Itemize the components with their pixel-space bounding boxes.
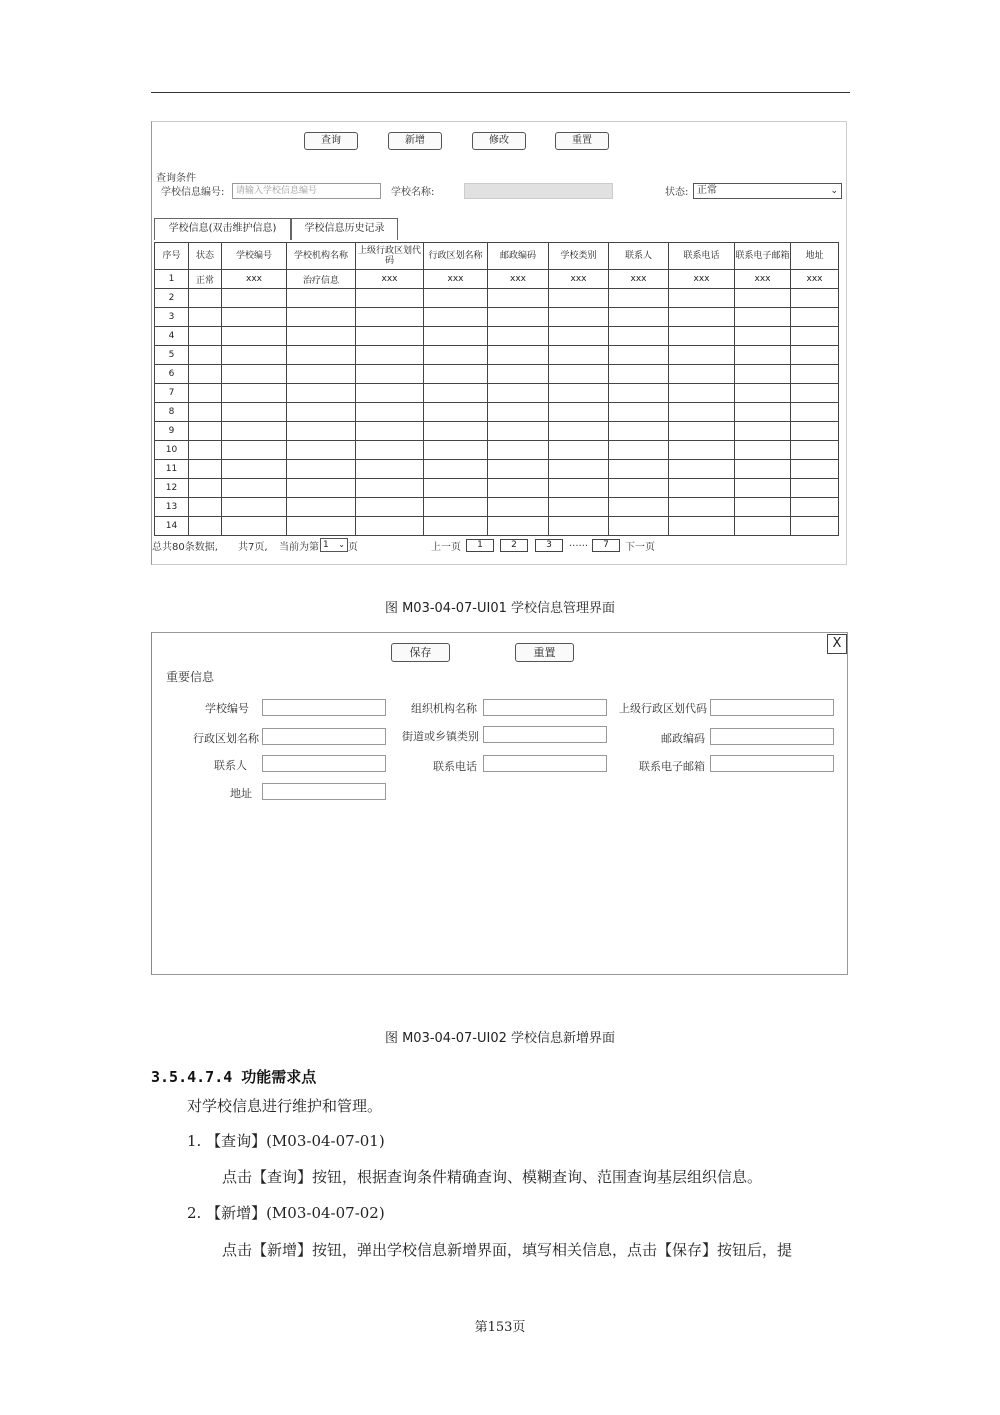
table-row[interactable]	[155, 289, 839, 308]
pager-current-prefix: 当前为第	[279, 542, 319, 553]
table-cell	[189, 384, 222, 403]
close-icon[interactable]: X	[827, 634, 847, 654]
table-cell	[549, 308, 609, 327]
prev-page-link[interactable]: 上一页	[431, 542, 461, 553]
table-cell	[609, 308, 669, 327]
page-number: 第153页	[474, 1320, 526, 1335]
table-cell	[488, 517, 549, 536]
table-cell	[222, 384, 287, 403]
table-cell	[791, 308, 839, 327]
table-row[interactable]	[155, 270, 839, 289]
parent-region-code-label: 上级行政区划代码	[619, 702, 707, 715]
table-row[interactable]	[155, 441, 839, 460]
table-row[interactable]	[155, 422, 839, 441]
table-cell	[222, 498, 287, 517]
column-header: 行政区划名称	[424, 243, 488, 270]
phone-field[interactable]	[483, 755, 607, 772]
item2-title: 2. 【新增】(M03-04-07-02)	[187, 1204, 385, 1222]
table-row[interactable]	[155, 327, 839, 346]
table-cell	[424, 327, 488, 346]
column-header: 学校编号	[222, 243, 287, 270]
table-cell	[791, 365, 839, 384]
table-cell	[549, 346, 609, 365]
school-info-add-dialog	[151, 632, 848, 975]
table-cell	[424, 498, 488, 517]
table-cell	[669, 517, 735, 536]
school-code-label: 学校编号	[205, 702, 249, 715]
table-cell	[791, 517, 839, 536]
table-cell	[424, 517, 488, 536]
table-cell	[287, 346, 356, 365]
page-link[interactable]: 1	[466, 539, 494, 552]
postcode-field[interactable]	[710, 728, 834, 745]
table-cell	[488, 365, 549, 384]
table-cell: 10	[155, 441, 189, 460]
table-cell	[287, 460, 356, 479]
table-cell	[189, 289, 222, 308]
table-cell	[222, 403, 287, 422]
table-cell	[424, 289, 488, 308]
table-cell	[669, 403, 735, 422]
table-cell	[488, 479, 549, 498]
table-cell	[424, 384, 488, 403]
school-code-field[interactable]	[262, 699, 386, 716]
table-cell	[549, 517, 609, 536]
table-cell	[189, 365, 222, 384]
table-cell: 11	[155, 460, 189, 479]
add-button[interactable]: 新增	[388, 132, 442, 150]
column-header: 地址	[791, 243, 839, 270]
reset-button[interactable]: 重置	[555, 132, 609, 150]
table-cell	[549, 384, 609, 403]
table-row[interactable]	[155, 403, 839, 422]
table-cell	[222, 308, 287, 327]
table-cell	[287, 479, 356, 498]
table-cell	[222, 346, 287, 365]
column-header: 邮政编码	[488, 243, 549, 270]
table-cell	[791, 479, 839, 498]
table-cell	[735, 365, 791, 384]
table-cell: xxx	[222, 270, 287, 289]
table-cell	[735, 403, 791, 422]
page-link[interactable]: 3	[535, 539, 563, 552]
table-cell	[669, 308, 735, 327]
item1-text: 点击【查询】按钮，根据查询条件精确查询、模糊查询、范围查询基层组织信息。	[222, 1168, 763, 1186]
table-cell	[287, 327, 356, 346]
table-cell	[609, 384, 669, 403]
table-cell: 1	[155, 270, 189, 289]
table-cell	[356, 365, 424, 384]
table-cell	[287, 308, 356, 327]
table-cell	[791, 289, 839, 308]
reset-button[interactable]: 重置	[515, 643, 574, 662]
intro-text: 对学校信息进行维护和管理。	[187, 1097, 383, 1115]
table-cell: xxx	[791, 270, 839, 289]
column-header: 联系电话	[669, 243, 735, 270]
item1-title: 1. 【查询】(M03-04-07-01)	[187, 1132, 385, 1150]
table-cell	[791, 460, 839, 479]
table-cell	[488, 289, 549, 308]
table-cell: 3	[155, 308, 189, 327]
table-cell	[189, 403, 222, 422]
table-header-row	[155, 243, 839, 270]
table-cell	[189, 498, 222, 517]
table-cell	[791, 327, 839, 346]
table-cell	[609, 327, 669, 346]
table-cell	[424, 479, 488, 498]
table-cell: 正常	[189, 270, 222, 289]
table-cell: xxx	[549, 270, 609, 289]
table-cell: 13	[155, 498, 189, 517]
column-header: 序号	[155, 243, 189, 270]
address-label: 地址	[230, 787, 252, 800]
table-cell: 8	[155, 403, 189, 422]
table-cell	[735, 327, 791, 346]
table-cell	[287, 365, 356, 384]
table-cell	[488, 403, 549, 422]
table-cell	[669, 346, 735, 365]
table-cell	[356, 308, 424, 327]
table-cell	[735, 384, 791, 403]
street-category-field[interactable]	[483, 726, 607, 743]
table-cell	[356, 479, 424, 498]
table-cell	[549, 289, 609, 308]
table-cell: 7	[155, 384, 189, 403]
item2-text: 点击【新增】按钮，弹出学校信息新增界面，填写相关信息，点击【保存】按钮后，提	[222, 1241, 793, 1259]
column-header: 联系电子邮箱	[735, 243, 791, 270]
table-cell	[287, 384, 356, 403]
table-cell	[735, 346, 791, 365]
table-cell	[735, 441, 791, 460]
table-cell	[189, 346, 222, 365]
column-header: 学校机构名称	[287, 243, 356, 270]
table-row[interactable]	[155, 308, 839, 327]
school-code-input[interactable]: 请输入学校信息编号	[232, 183, 381, 199]
table-cell	[189, 441, 222, 460]
pager-pages: 共7页,	[238, 542, 268, 553]
table-cell	[222, 289, 287, 308]
query-section-title: 查询条件	[156, 173, 196, 184]
last-page-link[interactable]: 7	[592, 539, 620, 552]
status-select-value: 正常	[697, 185, 717, 196]
table-cell	[287, 403, 356, 422]
table-cell	[488, 441, 549, 460]
query-button[interactable]: 查询	[304, 132, 358, 150]
table-cell	[222, 460, 287, 479]
table-cell	[356, 327, 424, 346]
table-cell	[424, 460, 488, 479]
header-rule	[151, 92, 850, 93]
table-cell	[669, 289, 735, 308]
table-cell	[488, 498, 549, 517]
table-cell	[287, 289, 356, 308]
tab-school-info[interactable]: 学校信息(双击维护信息)	[154, 218, 291, 240]
table-cell	[609, 422, 669, 441]
street-category-label: 街道或乡镇类别	[402, 730, 479, 743]
org-name-field[interactable]	[483, 699, 607, 716]
column-header: 状态	[189, 243, 222, 270]
table-cell	[791, 384, 839, 403]
table-cell	[609, 517, 669, 536]
table-row[interactable]	[155, 460, 839, 479]
table-row[interactable]	[155, 517, 839, 536]
table-cell	[356, 422, 424, 441]
table-cell	[791, 422, 839, 441]
table-cell	[669, 498, 735, 517]
table-cell	[189, 460, 222, 479]
table-cell	[488, 384, 549, 403]
table-cell	[669, 479, 735, 498]
table-cell	[669, 384, 735, 403]
parent-region-code-field[interactable]	[710, 699, 834, 716]
table-cell	[356, 498, 424, 517]
table-cell	[488, 422, 549, 441]
table-cell	[735, 498, 791, 517]
pager-ellipsis: ......	[569, 538, 589, 549]
table-cell	[791, 498, 839, 517]
table-cell	[669, 365, 735, 384]
section-heading: 3.5.4.7.4 功能需求点	[151, 1068, 317, 1086]
table-cell	[222, 422, 287, 441]
chevron-down-icon: ⌄	[338, 540, 345, 549]
table-cell	[488, 308, 549, 327]
school-name-label: 学校名称:	[391, 187, 435, 198]
table-cell	[424, 403, 488, 422]
table-cell	[189, 479, 222, 498]
table-cell	[356, 384, 424, 403]
table-row[interactable]	[155, 384, 839, 403]
table-cell	[356, 460, 424, 479]
table-cell	[222, 517, 287, 536]
table-cell	[549, 327, 609, 346]
table-cell	[356, 403, 424, 422]
table-cell: 4	[155, 327, 189, 346]
table-cell	[356, 517, 424, 536]
chevron-down-icon: ⌄	[830, 186, 838, 196]
school-info-management-panel	[151, 121, 847, 565]
contact-label: 联系人	[214, 759, 247, 772]
table-cell	[549, 441, 609, 460]
ui02-caption: 图 M03-04-07-UI02 学校信息新增界面	[384, 1031, 616, 1046]
table-cell: xxx	[669, 270, 735, 289]
tab-school-history[interactable]: 学校信息历史记录	[291, 218, 398, 240]
table-row[interactable]	[155, 498, 839, 517]
table-cell: 12	[155, 479, 189, 498]
region-name-field[interactable]	[262, 728, 386, 745]
edit-button[interactable]: 修改	[472, 132, 526, 150]
table-cell	[189, 327, 222, 346]
table-cell	[669, 327, 735, 346]
table-cell: 6	[155, 365, 189, 384]
table-row[interactable]	[155, 365, 839, 384]
table-cell	[549, 460, 609, 479]
table-cell	[488, 346, 549, 365]
table-row[interactable]	[155, 346, 839, 365]
current-page-select[interactable]	[320, 538, 348, 552]
table-cell	[222, 441, 287, 460]
email-label: 联系电子邮箱	[639, 760, 705, 773]
table-cell	[222, 365, 287, 384]
table-cell	[424, 308, 488, 327]
table-cell	[735, 289, 791, 308]
table-cell	[791, 346, 839, 365]
table-cell	[287, 441, 356, 460]
table-cell	[356, 441, 424, 460]
table-cell	[609, 365, 669, 384]
table-cell	[609, 460, 669, 479]
table-cell	[424, 422, 488, 441]
table-cell: 2	[155, 289, 189, 308]
table-cell	[609, 403, 669, 422]
table-cell	[424, 346, 488, 365]
table-cell	[424, 365, 488, 384]
table-cell	[669, 441, 735, 460]
table-cell	[287, 517, 356, 536]
table-cell	[189, 308, 222, 327]
pager-total: 总共80条数据,	[152, 542, 218, 553]
table-cell	[356, 289, 424, 308]
table-cell	[287, 422, 356, 441]
column-header: 学校类别	[549, 243, 609, 270]
contact-field[interactable]	[262, 755, 386, 772]
table-cell	[222, 479, 287, 498]
save-button[interactable]: 保存	[391, 643, 450, 662]
table-cell	[735, 422, 791, 441]
table-cell	[549, 422, 609, 441]
phone-label: 联系电话	[433, 760, 477, 773]
table-cell	[609, 289, 669, 308]
column-header: 上级行政区划代码	[356, 243, 424, 270]
table-cell	[609, 346, 669, 365]
table-cell: 14	[155, 517, 189, 536]
postcode-label: 邮政编码	[661, 732, 705, 745]
table-cell	[609, 441, 669, 460]
table-row[interactable]	[155, 479, 839, 498]
table-cell: 5	[155, 346, 189, 365]
table-cell	[735, 479, 791, 498]
table-cell: 9	[155, 422, 189, 441]
school-code-label: 学校信息编号:	[161, 187, 225, 198]
school-name-input[interactable]	[464, 183, 613, 199]
email-field[interactable]	[710, 755, 834, 772]
table-cell	[424, 441, 488, 460]
table-cell	[735, 460, 791, 479]
status-label: 状态:	[665, 187, 689, 198]
table-cell	[549, 498, 609, 517]
table-cell: xxx	[488, 270, 549, 289]
table-cell	[791, 441, 839, 460]
current-page-value: 1	[323, 540, 329, 550]
table-cell: xxx	[609, 270, 669, 289]
table-cell	[791, 403, 839, 422]
table-cell	[189, 517, 222, 536]
table-cell	[287, 498, 356, 517]
table-cell	[669, 422, 735, 441]
column-header: 联系人	[609, 243, 669, 270]
table-cell	[669, 460, 735, 479]
section-title: 重要信息	[166, 670, 215, 684]
ui01-caption: 图 M03-04-07-UI01 学校信息管理界面	[384, 601, 616, 616]
region-name-label: 行政区划名称	[193, 732, 259, 745]
table-cell	[488, 460, 549, 479]
table-cell	[735, 308, 791, 327]
table-cell: xxx	[424, 270, 488, 289]
table-cell	[609, 479, 669, 498]
page-link[interactable]: 2	[500, 539, 528, 552]
pager-current-suffix: 页	[348, 542, 358, 553]
table-cell: xxx	[735, 270, 791, 289]
table-cell	[189, 422, 222, 441]
table-cell	[549, 403, 609, 422]
table-cell: xxx	[356, 270, 424, 289]
table-cell: 治疗信息	[287, 270, 356, 289]
address-field[interactable]	[262, 783, 386, 800]
table-cell	[735, 517, 791, 536]
table-cell	[356, 346, 424, 365]
table-cell	[222, 327, 287, 346]
status-select[interactable]	[693, 183, 842, 199]
table-cell	[549, 365, 609, 384]
school-info-table	[154, 242, 839, 536]
table-cell	[488, 327, 549, 346]
next-page-link[interactable]: 下一页	[625, 542, 655, 553]
table-cell	[609, 498, 669, 517]
org-name-label: 组织机构名称	[411, 702, 477, 715]
table-cell	[549, 479, 609, 498]
